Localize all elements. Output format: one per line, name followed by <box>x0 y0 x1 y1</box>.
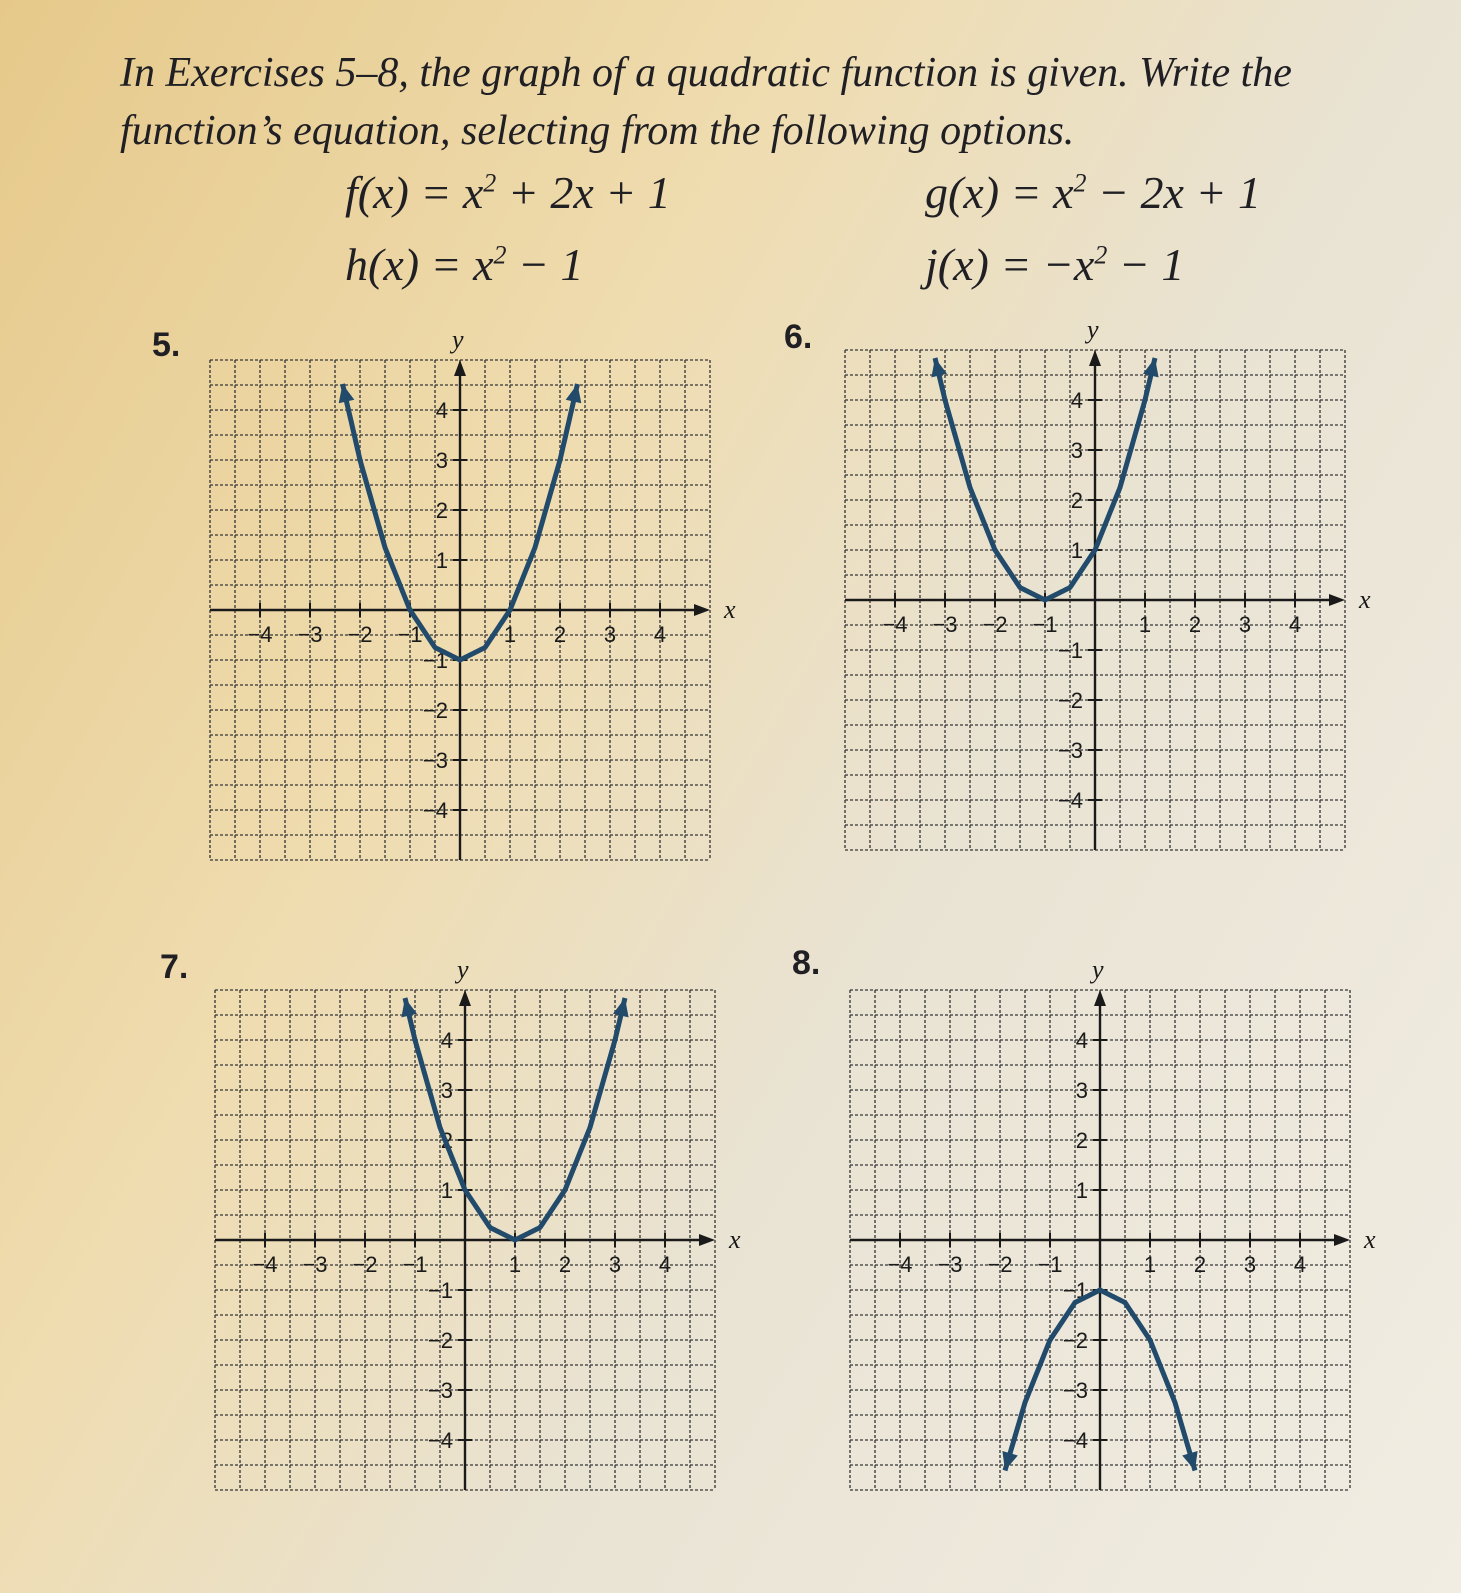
y-tick-label: 2 <box>1075 1128 1088 1153</box>
y-axis-arrow-icon <box>459 990 471 1006</box>
x-tick-label: 2 <box>1188 612 1202 637</box>
x-tick-label: −4 <box>252 1252 278 1277</box>
x-tick-label: −3 <box>932 612 958 637</box>
y-tick-label: −1 <box>1062 1278 1088 1303</box>
option-f <box>345 166 671 219</box>
y-axis-arrow-icon <box>1094 990 1106 1006</box>
y-tick-label: −3 <box>422 748 448 773</box>
parabola-curve <box>405 998 625 1240</box>
x-axis-arrow-icon <box>1329 594 1345 606</box>
x-axis-arrow-icon <box>694 604 710 616</box>
option-h-exponent: 2 <box>493 240 507 270</box>
option-g-rhs: − 2x + 1 <box>1086 167 1262 218</box>
y-tick-label: −4 <box>1062 1428 1088 1453</box>
x-axis-arrow-icon <box>699 1234 715 1246</box>
y-tick-label: −4 <box>1057 788 1083 813</box>
x-tick-label: 3 <box>1243 1252 1257 1277</box>
y-axis-label: y <box>1092 955 1104 984</box>
option-g <box>925 166 1261 219</box>
exercise-8-number: 8. <box>792 944 821 982</box>
x-tick-label: 2 <box>553 622 567 647</box>
y-tick-label: 4 <box>1075 1028 1088 1053</box>
x-axis-label: x <box>724 595 736 624</box>
x-tick-label: 1 <box>1138 612 1152 637</box>
x-tick-label: −3 <box>937 1252 963 1277</box>
y-axis-label: y <box>452 325 464 354</box>
y-tick-label: −3 <box>1057 738 1083 763</box>
y-tick-label: 2 <box>435 498 448 523</box>
y-tick-label: 1 <box>1070 538 1083 563</box>
option-f-lhs: f(x) = x <box>345 167 484 218</box>
x-tick-label: −1 <box>402 1252 428 1277</box>
x-tick-label: 4 <box>1293 1252 1307 1277</box>
x-tick-label: 1 <box>508 1252 522 1277</box>
x-tick-label: 3 <box>603 622 617 647</box>
instructions-text: In Exercises 5–8, the graph of a quadratic function is given. Write the function’s equation, selecting from the following options. <box>120 50 1292 154</box>
x-tick-label: 2 <box>1193 1252 1207 1277</box>
x-tick-label: −4 <box>247 622 273 647</box>
x-tick-label: −2 <box>982 612 1008 637</box>
x-axis-label: x <box>1364 1225 1376 1254</box>
y-tick-label: −4 <box>422 798 448 823</box>
x-tick-label: −2 <box>352 1252 378 1277</box>
x-tick-label: −2 <box>987 1252 1013 1277</box>
y-tick-label: −2 <box>422 698 448 723</box>
option-h <box>345 238 584 291</box>
y-axis-label: y <box>457 955 469 984</box>
x-tick-label: −3 <box>302 1252 328 1277</box>
x-axis-label: x <box>1359 585 1371 614</box>
option-h-lhs: h(x) = x <box>345 239 494 290</box>
y-tick-label: 4 <box>435 398 448 423</box>
y-tick-label: 2 <box>1070 488 1083 513</box>
y-tick-label: 2 <box>440 1128 453 1153</box>
y-tick-label: 3 <box>440 1078 453 1103</box>
y-tick-label: 3 <box>435 448 448 473</box>
y-tick-label: −4 <box>427 1428 453 1453</box>
option-f-exponent: 2 <box>483 168 497 198</box>
option-j-exponent: 2 <box>1094 240 1108 270</box>
x-tick-label: −4 <box>887 1252 913 1277</box>
x-tick-label: 4 <box>658 1252 672 1277</box>
exercise-5-number: 5. <box>152 326 181 364</box>
y-tick-label: −2 <box>1062 1328 1088 1353</box>
y-tick-label: 1 <box>440 1178 453 1203</box>
option-g-lhs: g(x) = x <box>925 167 1074 218</box>
x-tick-label: −1 <box>1032 612 1058 637</box>
x-tick-label: 3 <box>608 1252 622 1277</box>
y-tick-label: −1 <box>1057 638 1083 663</box>
function-options <box>0 158 1461 298</box>
curve-right-arrow-icon <box>1182 1451 1197 1471</box>
option-f-rhs: + 2x + 1 <box>496 167 671 218</box>
x-axis-arrow-icon <box>1334 1234 1350 1246</box>
x-tick-label: 3 <box>1238 612 1252 637</box>
y-tick-label: −3 <box>1062 1378 1088 1403</box>
y-axis-arrow-icon <box>454 360 466 376</box>
x-tick-label: −1 <box>397 622 423 647</box>
x-tick-label: 4 <box>1288 612 1302 637</box>
y-tick-label: 4 <box>1070 388 1083 413</box>
y-tick-label: 1 <box>1075 1178 1088 1203</box>
exercise-6-number: 6. <box>784 318 813 356</box>
y-axis-label: y <box>1087 315 1099 344</box>
y-tick-label: −3 <box>427 1378 453 1403</box>
y-tick-label: 3 <box>1070 438 1083 463</box>
graph-exercise-7 <box>215 955 741 1490</box>
y-axis-arrow-icon <box>1089 350 1101 366</box>
graph-exercise-8 <box>850 955 1376 1490</box>
graph-exercise-6 <box>845 315 1371 850</box>
exercise-7-number: 7. <box>160 948 189 986</box>
y-tick-label: −2 <box>427 1328 453 1353</box>
y-tick-label: −1 <box>427 1278 453 1303</box>
x-tick-label: 1 <box>1143 1252 1157 1277</box>
option-g-exponent: 2 <box>1073 168 1087 198</box>
x-axis-label: x <box>729 1225 741 1254</box>
x-tick-label: 4 <box>653 622 667 647</box>
x-tick-label: −3 <box>297 622 323 647</box>
x-tick-label: 1 <box>503 622 517 647</box>
curve-left-arrow-icon <box>1002 1451 1017 1471</box>
parabola-curve <box>935 358 1155 600</box>
x-tick-label: −1 <box>1037 1252 1063 1277</box>
option-j <box>925 238 1184 291</box>
option-j-rhs: − 1 <box>1107 239 1185 290</box>
y-tick-label: −2 <box>1057 688 1083 713</box>
x-tick-label: −4 <box>882 612 908 637</box>
option-h-rhs: − 1 <box>506 239 584 290</box>
y-tick-label: 3 <box>1075 1078 1088 1103</box>
y-tick-label: 4 <box>440 1028 453 1053</box>
option-j-lhs: j(x) = −x <box>925 239 1095 290</box>
x-tick-label: −2 <box>347 622 373 647</box>
x-tick-label: 2 <box>558 1252 572 1277</box>
graph-exercise-5 <box>210 325 736 860</box>
y-tick-label: −1 <box>422 648 448 673</box>
y-tick-label: 1 <box>435 548 448 573</box>
